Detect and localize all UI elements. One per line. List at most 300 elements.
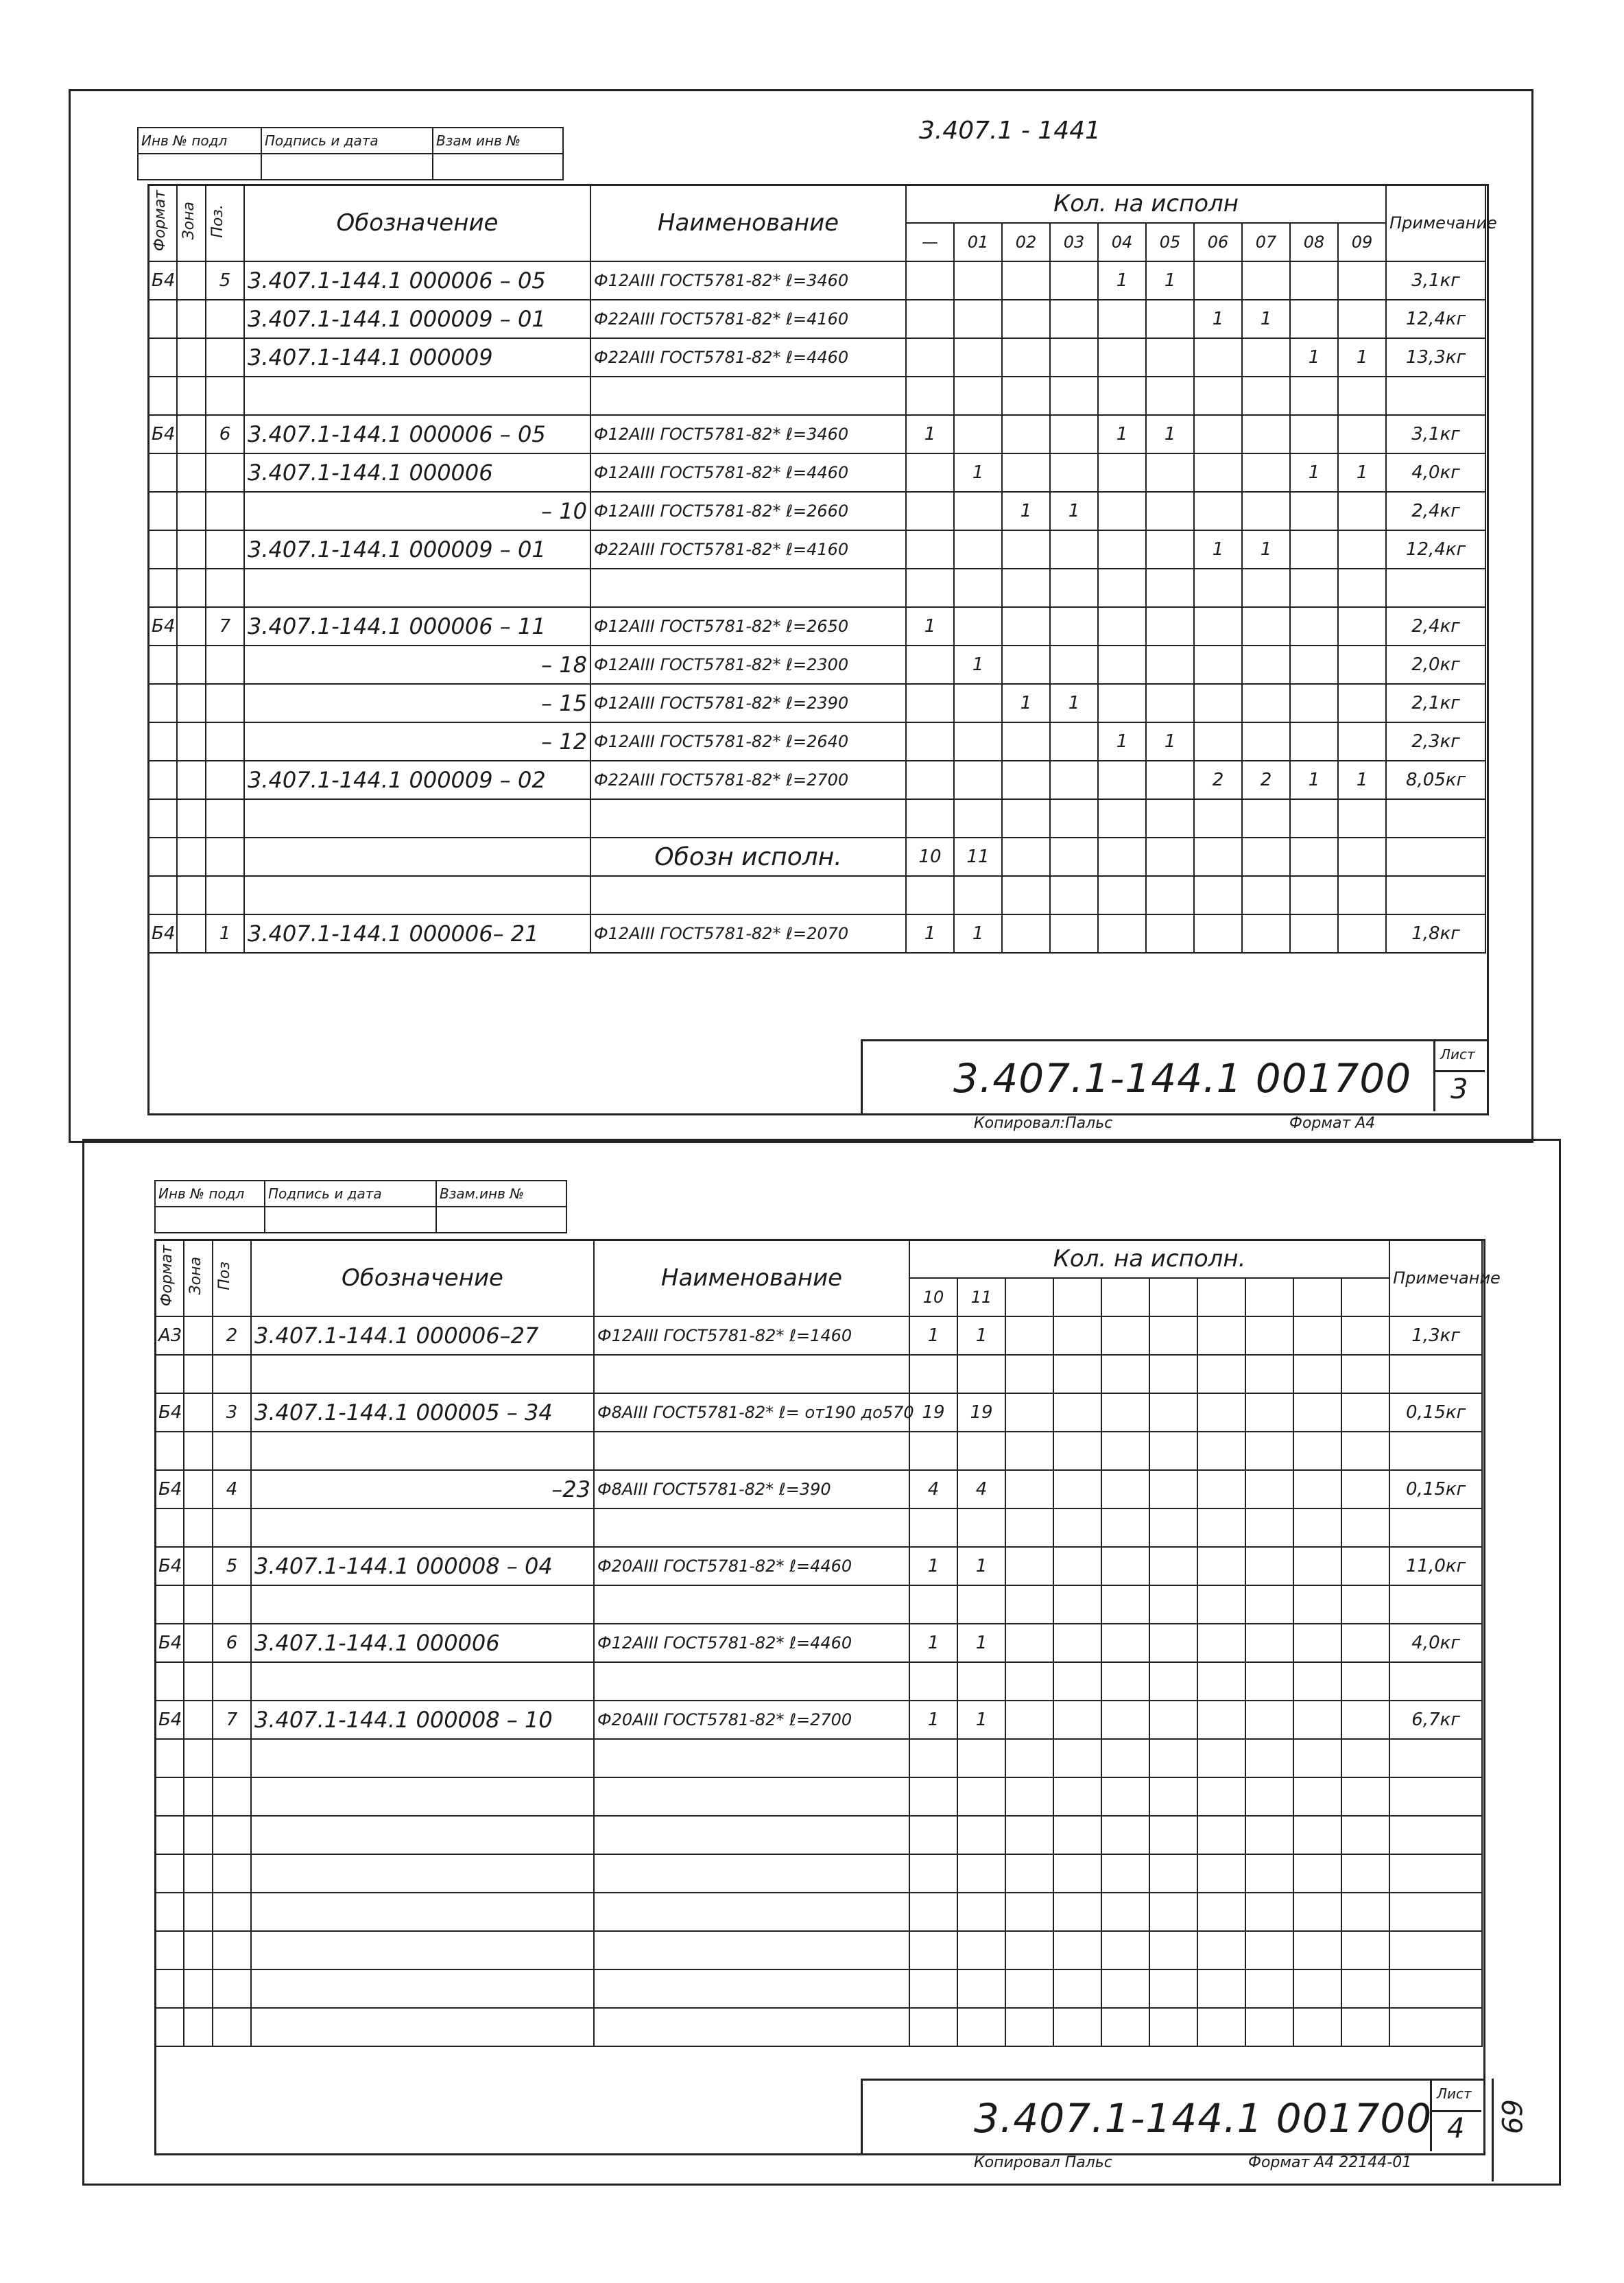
qty-cell [909,1816,957,1854]
qty-cell: 4 [957,1470,1005,1509]
name-cell [594,1509,909,1547]
bottom-sheet-label: Лист [1437,2085,1472,2102]
qty-cell [1338,914,1386,953]
qty-cell [1341,1777,1389,1816]
variant-header: 09 [1338,223,1386,261]
qty-cell [954,569,1002,607]
qty-cell [1053,1969,1101,2008]
qty-cell [1341,1393,1389,1432]
qty-cell [1050,838,1098,876]
format-cell: Б4 [155,1470,184,1509]
zone-cell [177,799,206,838]
qty-cell [1149,1509,1197,1547]
qty-cell [1005,1701,1053,1739]
qty-cell [1245,1509,1293,1547]
qty-cell [954,338,1002,377]
qty-cell [1149,1739,1197,1777]
format-cell [155,1816,184,1854]
qty-cell [1293,1355,1341,1393]
name-cell [594,1969,909,2008]
position-cell: 3 [213,1393,251,1432]
qty-cell [906,453,954,492]
zone-cell [184,2008,213,2046]
format-cell [155,1509,184,1547]
qty-cell [1149,1470,1197,1509]
qty-cell [1050,377,1098,415]
qty-cell [1101,1547,1149,1585]
qty-cell [1341,1969,1389,2008]
note-cell [1386,569,1485,607]
zone-cell [184,1739,213,1777]
qty-cell [1050,761,1098,799]
qty-cell: 1 [1146,722,1194,761]
position-cell [213,1777,251,1816]
qty-cell [1002,838,1050,876]
qty-cell: 1 [909,1547,957,1585]
qty-cell [1245,1355,1293,1393]
qty-cell [954,300,1002,338]
qty-cell [1002,261,1050,300]
qty-cell [1194,377,1242,415]
stamp-replace-label: Взам.инв № [436,1181,566,1207]
note-cell [1389,1662,1482,1701]
qty-cell [1245,1470,1293,1509]
qty-cell [909,1739,957,1777]
qty-cell: 1 [1098,722,1146,761]
name-cell [590,876,906,914]
qty-cell [1053,1739,1101,1777]
format-cell: Б4 [148,261,177,300]
qty-cell [954,761,1002,799]
qty-cell [1338,799,1386,838]
header-format: Формат [155,1240,184,1316]
qty-cell [1050,338,1098,377]
qty-cell [1101,1893,1149,1931]
name-cell [594,1739,909,1777]
qty-cell [1293,1547,1341,1585]
position-cell [213,1969,251,2008]
format-cell [148,722,177,761]
format-cell [148,838,177,876]
qty-cell [1050,646,1098,684]
bottom-spec-table [154,1239,1501,2047]
qty-cell [1242,415,1290,453]
format-cell [148,684,177,722]
qty-cell [1242,838,1290,876]
position-cell [206,530,244,569]
qty-cell [909,1854,957,1893]
qty-cell [1149,1316,1197,1355]
qty-cell [1341,1854,1389,1893]
table-row [155,1739,1482,1777]
position-cell [206,300,244,338]
table-row [148,492,1485,530]
note-cell [1389,1854,1482,1893]
position-cell [213,1816,251,1854]
qty-cell [906,338,954,377]
format-cell [148,338,177,377]
qty-cell [1005,1470,1053,1509]
stamp-inv-label: Инв № подл [155,1181,265,1207]
qty-cell: 1 [1338,761,1386,799]
qty-cell [1146,607,1194,646]
qty-cell: 1 [1338,338,1386,377]
variant-header: 02 [1002,223,1050,261]
qty-cell [1098,453,1146,492]
name-cell [594,1432,909,1470]
format-cell [155,1893,184,1931]
qty-cell [1338,377,1386,415]
zone-cell [177,569,206,607]
note-cell [1389,1816,1482,1854]
format-cell [155,1969,184,2008]
qty-cell [1005,1816,1053,1854]
qty-cell [1149,1432,1197,1470]
qty-cell [1197,1393,1245,1432]
position-cell [213,1931,251,1969]
name-cell: Ф12АIII ГОСТ5781-82* ℓ=3460 [590,261,906,300]
note-cell: 2,1кг [1386,684,1485,722]
table-row [148,300,1485,338]
qty-cell [1245,1393,1293,1432]
zone-cell [177,415,206,453]
qty-cell [1149,1547,1197,1585]
name-cell [594,1662,909,1701]
qty-cell [1293,1931,1341,1969]
qty-cell [1002,569,1050,607]
note-cell: 11,0кг [1389,1547,1482,1585]
qty-cell: 1 [1098,261,1146,300]
qty-cell [1245,1624,1293,1662]
format-cell [155,1777,184,1816]
header-note: Примечание [1389,1240,1482,1316]
qty-cell [1338,569,1386,607]
qty-cell [1149,1585,1197,1624]
qty-cell [1338,492,1386,530]
qty-cell [1293,1585,1341,1624]
qty-cell [1245,1931,1293,1969]
stamp-inv-label: Инв № подл [138,128,261,154]
qty-cell [954,377,1002,415]
qty-cell [954,492,1002,530]
qty-cell [1098,300,1146,338]
qty-cell [909,1432,957,1470]
stamp-signature-label: Подпись и дата [265,1181,436,1207]
zone-cell [184,1509,213,1547]
format-cell [148,530,177,569]
qty-cell: 1 [957,1547,1005,1585]
table-row [155,1585,1482,1624]
position-cell [213,1432,251,1470]
zone-cell [177,607,206,646]
note-cell: 3,1кг [1386,261,1485,300]
bottom-copied-by: Копировал Пальс [974,2154,1112,2171]
qty-cell [1242,338,1290,377]
name-cell [594,1355,909,1393]
note-cell: 12,4кг [1386,300,1485,338]
qty-cell [1194,607,1242,646]
position-cell [213,1893,251,1931]
position-cell [206,799,244,838]
qty-cell: 2 [1194,761,1242,799]
qty-cell [1245,1316,1293,1355]
format-cell [148,300,177,338]
zone-cell [184,1931,213,1969]
qty-cell [909,1931,957,1969]
header-zone: Зона [177,185,206,261]
qty-cell [1194,453,1242,492]
qty-cell [1245,1432,1293,1470]
qty-cell [1245,1585,1293,1624]
qty-cell [1101,1854,1149,1893]
qty-cell [1149,1662,1197,1701]
qty-cell [1197,1470,1245,1509]
qty-cell [1002,530,1050,569]
qty-cell [1146,876,1194,914]
zone-cell [184,1547,213,1585]
qty-cell [1197,1547,1245,1585]
qty-cell [906,569,954,607]
format-cell [148,569,177,607]
top-header-code: 3.407.1 - 1441 [919,117,1101,145]
designation-cell: 3.407.1-144.1 000006 [251,1624,594,1662]
position-cell: 4 [213,1470,251,1509]
qty-cell [957,1432,1005,1470]
qty-cell [1197,1432,1245,1470]
qty-cell [1101,1701,1149,1739]
position-cell [206,876,244,914]
qty-cell: 2 [1242,761,1290,799]
qty-cell: 1 [1002,684,1050,722]
qty-cell [1053,1547,1101,1585]
variant-header [1149,1278,1197,1316]
note-cell: 2,4кг [1386,492,1485,530]
position-cell [213,1509,251,1547]
zone-cell [184,1777,213,1816]
qty-cell [1341,1739,1389,1777]
stamp-signature-label: Подпись и дата [261,128,433,154]
qty-cell [909,1355,957,1393]
qty-cell [1197,1854,1245,1893]
qty-cell [1197,1585,1245,1624]
qty-cell [1290,492,1338,530]
designation-cell [251,1893,594,1931]
qty-cell [1005,1662,1053,1701]
qty-cell [1149,1816,1197,1854]
zone-cell [184,1969,213,2008]
format-cell [148,492,177,530]
qty-cell [1002,876,1050,914]
qty-cell [1050,799,1098,838]
note-cell: 2,3кг [1386,722,1485,761]
position-cell: 6 [206,415,244,453]
qty-cell [1242,261,1290,300]
qty-cell [1149,1355,1197,1393]
qty-cell [909,2008,957,2046]
qty-cell [1149,1777,1197,1816]
position-cell: 2 [213,1316,251,1355]
designation-cell: 3.407.1-144.1 000006– 21 [244,914,590,953]
qty-cell [1242,722,1290,761]
table-row [155,1355,1482,1393]
qty-cell [957,1854,1005,1893]
name-cell: Ф12АIII ГОСТ5781-82* ℓ=2070 [590,914,906,953]
position-cell: 1 [206,914,244,953]
qty-cell [1194,569,1242,607]
qty-cell [1101,1470,1149,1509]
qty-cell [1242,492,1290,530]
header-designation: Обозначение [251,1240,594,1316]
qty-cell [1005,1777,1053,1816]
qty-cell [1101,1662,1149,1701]
qty-cell [1146,799,1194,838]
note-cell [1389,1777,1482,1816]
qty-cell [1245,1739,1293,1777]
format-cell [155,1585,184,1624]
qty-cell [1050,914,1098,953]
qty-cell [1146,453,1194,492]
qty-cell [1101,1739,1149,1777]
zone-cell [177,722,206,761]
header-format: Формат [148,185,177,261]
name-cell [594,2008,909,2046]
name-cell: Ф20АIII ГОСТ5781-82* ℓ=2700 [594,1701,909,1739]
format-cell [148,876,177,914]
designation-cell [244,799,590,838]
zone-cell [184,1624,213,1662]
name-cell: Ф12АIII ГОСТ5781-82* ℓ=2390 [590,684,906,722]
format-cell: Б4 [155,1701,184,1739]
qty-cell: 1 [1338,453,1386,492]
table-row [148,722,1485,761]
qty-cell [1005,1547,1053,1585]
qty-cell [1197,1316,1245,1355]
zone-cell [184,1393,213,1432]
qty-cell [1242,876,1290,914]
qty-cell [1146,838,1194,876]
qty-cell [954,261,1002,300]
format-cell [155,1355,184,1393]
qty-cell [1050,722,1098,761]
variant-header [1341,1278,1389,1316]
note-cell: 2,4кг [1386,607,1485,646]
qty-cell [1050,530,1098,569]
qty-cell [1101,2008,1149,2046]
qty-cell [954,722,1002,761]
table-row [155,1624,1482,1662]
table-row [155,1547,1482,1585]
qty-cell [1005,1316,1053,1355]
name-cell: Ф12АIII ГОСТ5781-82* ℓ=2660 [590,492,906,530]
table-row [148,684,1485,722]
qty-cell [1293,1739,1341,1777]
qty-cell [1290,646,1338,684]
designation-cell [251,1585,594,1624]
zone-cell [177,261,206,300]
qty-cell [1101,1509,1149,1547]
position-cell [213,1585,251,1624]
table-row [155,1777,1482,1816]
table-row [148,453,1485,492]
table-row [155,1393,1482,1432]
qty-cell [1146,300,1194,338]
qty-cell [1050,876,1098,914]
format-cell [148,646,177,684]
name-cell: Ф12АIII ГОСТ5781-82* ℓ=2650 [590,607,906,646]
designation-cell: 3.407.1-144.1 000008 – 04 [251,1547,594,1585]
qty-cell [1098,607,1146,646]
qty-cell [957,1931,1005,1969]
designation-cell [251,2008,594,2046]
qty-cell [1338,300,1386,338]
qty-cell [1002,453,1050,492]
qty-cell [1245,1969,1293,2008]
qty-cell [954,799,1002,838]
position-cell [213,1662,251,1701]
qty-cell [1005,1969,1053,2008]
header-zone: Зона [184,1240,213,1316]
designation-cell [244,876,590,914]
qty-cell [1053,1931,1101,1969]
qty-cell [1197,1355,1245,1393]
qty-cell [1293,1316,1341,1355]
qty-cell: 4 [909,1470,957,1509]
table-row [155,1816,1482,1854]
qty-cell [1146,338,1194,377]
designation-cell: 3.407.1-144.1 000006 [244,453,590,492]
qty-cell [1146,530,1194,569]
qty-cell [1245,1777,1293,1816]
variant-header: 07 [1242,223,1290,261]
note-cell: 4,0кг [1386,453,1485,492]
name-cell: Ф22АIII ГОСТ5781-82* ℓ=4460 [590,338,906,377]
zone-cell [177,761,206,799]
qty-cell [1005,1355,1053,1393]
table-row [155,1316,1482,1355]
top-sheet-label: Лист [1440,1046,1475,1063]
qty-cell [1194,876,1242,914]
note-cell: 12,4кг [1386,530,1485,569]
qty-cell [1002,415,1050,453]
qty-cell [1197,1969,1245,2008]
qty-cell [1197,1662,1245,1701]
qty-cell: 1 [1194,300,1242,338]
qty-cell [909,1777,957,1816]
zone-cell [177,914,206,953]
qty-cell [1341,1547,1389,1585]
bottom-approval-stamp [154,1180,567,1233]
qty-cell: 1 [1050,492,1098,530]
note-cell: 8,05кг [1386,761,1485,799]
qty-cell: 1 [954,914,1002,953]
qty-cell [1101,1816,1149,1854]
zone-cell [184,1816,213,1854]
note-cell: 1,8кг [1386,914,1485,953]
note-cell: 0,15кг [1389,1393,1482,1432]
qty-cell [1101,1355,1149,1393]
qty-cell [1341,1316,1389,1355]
qty-cell [1002,338,1050,377]
qty-cell [906,261,954,300]
qty-cell: 1 [906,415,954,453]
qty-cell [1197,1509,1245,1547]
qty-cell [1146,492,1194,530]
qty-cell [1242,377,1290,415]
designation-cell [251,1355,594,1393]
qty-cell: 1 [1290,338,1338,377]
qty-cell [954,607,1002,646]
qty-cell [1053,1585,1101,1624]
